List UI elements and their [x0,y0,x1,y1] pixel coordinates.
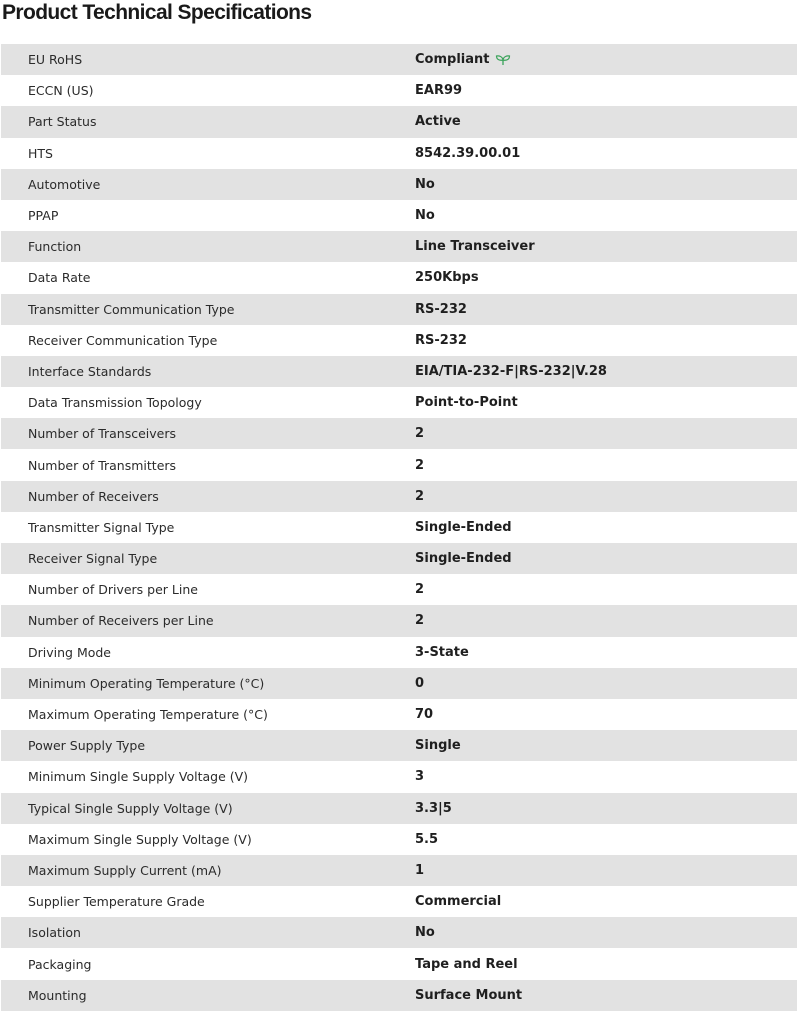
spec-value-text: Single-Ended [415,519,512,535]
spec-value [388,863,797,878]
spec-label: Part Status [28,114,97,130]
spec-row [1,730,797,761]
spec-row [1,668,797,699]
spec-value-text: Single [415,738,461,754]
spec-label: Driving Mode [28,644,111,660]
spec-value [388,177,797,192]
spec-label: Receiver Signal Type [28,551,158,567]
spec-row [1,574,797,605]
spec-value [388,52,797,67]
spec-value-text: 2 [415,457,425,473]
spec-value [388,114,797,129]
spec-row [1,917,797,948]
spec-row [1,855,797,886]
spec-value [388,426,797,441]
leaf-icon [495,54,511,66]
spec-row [1,44,797,75]
spec-label: Supplier Temperature Grade [28,894,205,910]
spec-row [1,294,797,325]
spec-table [1,44,797,1011]
spec-label: Function [28,239,82,255]
spec-label: Minimum Single Supply Voltage (V) [28,769,249,785]
spec-value-text: No [415,208,435,224]
spec-value-text: 3.3|5 [415,800,452,816]
spec-row [1,75,797,106]
spec-label: Data Rate [28,270,91,286]
spec-value-text: Line Transceiver [415,239,535,255]
spec-value-text: No [415,925,435,941]
spec-value [388,458,797,473]
spec-row [1,980,797,1011]
spec-value [388,645,797,660]
spec-label: Packaging [28,956,92,972]
spec-value-text: Active [415,114,461,130]
spec-row [1,948,797,979]
spec-row [1,699,797,730]
spec-value-text: Tape and Reel [415,956,518,972]
spec-value-text: 250Kbps [415,270,479,286]
spec-row [1,231,797,262]
spec-label: Mounting [28,987,87,1003]
spec-label: Interface Standards [28,363,152,379]
spec-value [388,333,797,348]
page-title: Product Technical Specifications [2,1,312,24]
spec-value [388,551,797,566]
spec-value [388,302,797,317]
spec-value [388,270,797,285]
spec-row [1,169,797,200]
spec-row [1,481,797,512]
spec-value [388,894,797,909]
spec-label: Maximum Single Supply Voltage (V) [28,831,252,847]
spec-row [1,356,797,387]
spec-value-text: 2 [415,488,425,504]
spec-label: Automotive [28,176,101,192]
spec-value-text: 0 [415,675,425,691]
spec-value [388,801,797,816]
spec-value [388,738,797,753]
spec-value-text: 70 [415,707,434,723]
spec-value-text: 1 [415,862,425,878]
spec-label: Transmitter Communication Type [28,301,235,317]
spec-row [1,138,797,169]
spec-value-text: 5.5 [415,831,439,847]
spec-label: PPAP [28,208,59,224]
spec-value [388,707,797,722]
spec-row [1,262,797,293]
spec-value-text: Commercial [415,894,502,910]
spec-value [388,582,797,597]
spec-label: Data Transmission Topology [28,395,202,411]
spec-value [388,613,797,628]
spec-row [1,418,797,449]
spec-value-text: 3-State [415,644,469,660]
spec-value-text: Compliant [415,52,490,68]
spec-value-text: 2 [415,613,425,629]
spec-value-text: RS-232 [415,301,467,317]
spec-row [1,637,797,668]
spec-value-text: EAR99 [415,83,463,99]
spec-row [1,449,797,480]
spec-value [388,395,797,410]
spec-label: Number of Transmitters [28,457,177,473]
spec-label: EU RoHS [28,52,83,68]
spec-label: HTS [28,145,53,161]
spec-label: Receiver Communication Type [28,332,218,348]
spec-label: Number of Receivers [28,488,159,504]
spec-value [388,83,797,98]
spec-value-text: Single-Ended [415,551,512,567]
spec-value [388,676,797,691]
spec-row [1,512,797,543]
spec-value [388,520,797,535]
spec-label: Power Supply Type [28,738,146,754]
spec-label: Number of Receivers per Line [28,613,214,629]
spec-row [1,886,797,917]
spec-row [1,793,797,824]
spec-value [388,146,797,161]
spec-row [1,325,797,356]
spec-value-text: EIA/TIA-232-F|RS-232|V.28 [415,363,607,379]
spec-label: Maximum Operating Temperature (°C) [28,707,268,723]
spec-value [388,988,797,1003]
spec-row [1,106,797,137]
spec-label: Number of Transceivers [28,426,177,442]
spec-value-text: Point-to-Point [415,395,518,411]
spec-label: ECCN (US) [28,83,94,99]
spec-label: Maximum Supply Current (mA) [28,862,222,878]
spec-value-text: 2 [415,426,425,442]
spec-value [388,208,797,223]
spec-value-text: No [415,176,435,192]
spec-value [388,832,797,847]
spec-row [1,605,797,636]
spec-row [1,200,797,231]
spec-row [1,824,797,855]
spec-label: Number of Drivers per Line [28,582,198,598]
spec-value-text: 3 [415,769,425,785]
spec-label: Isolation [28,925,81,941]
spec-value-text: 8542.39.00.01 [415,145,521,161]
spec-value [388,239,797,254]
spec-value-text: RS-232 [415,332,467,348]
spec-value [388,769,797,784]
spec-row [1,387,797,418]
spec-value [388,925,797,940]
spec-label: Typical Single Supply Voltage (V) [28,800,233,816]
spec-value-text: Surface Mount [415,987,523,1003]
spec-value [388,489,797,504]
spec-value [388,364,797,379]
spec-row [1,543,797,574]
spec-row [1,761,797,792]
spec-value-text: 2 [415,582,425,598]
spec-label: Transmitter Signal Type [28,519,175,535]
spec-value [388,957,797,972]
spec-label: Minimum Operating Temperature (°C) [28,675,265,691]
